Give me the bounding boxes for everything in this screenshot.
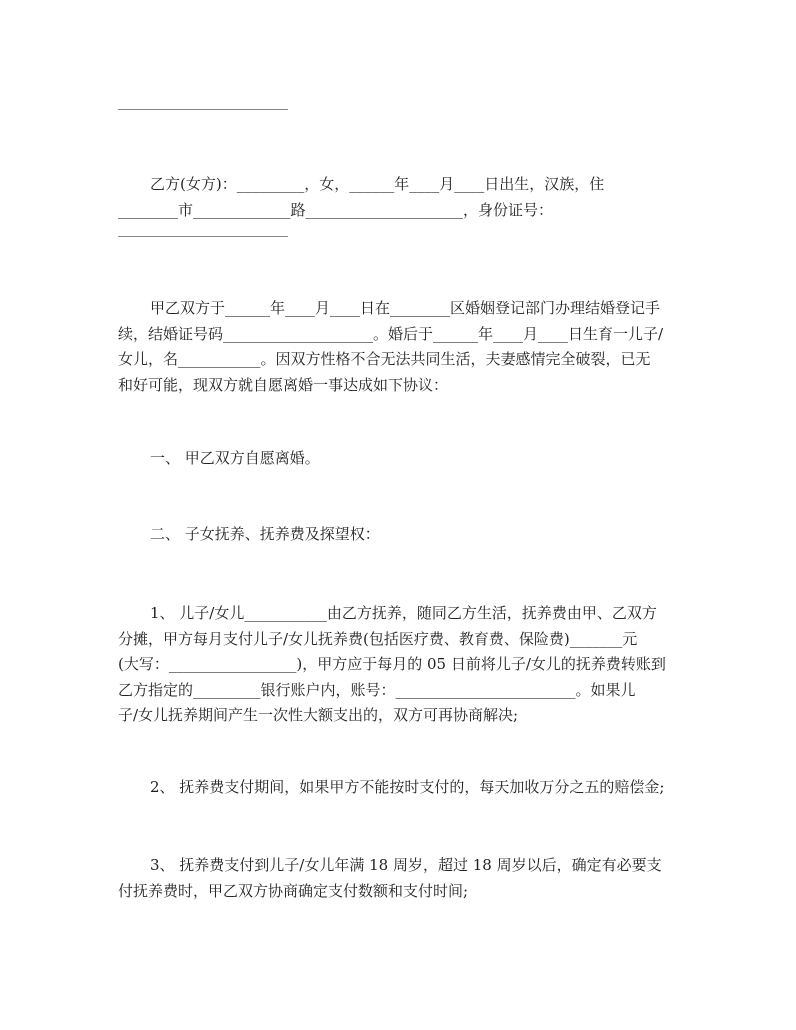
section-heading-2: 二、 子女抚养、抚养费及探望权： xyxy=(150,525,380,543)
section-heading-1: 一、 甲乙双方自愿离婚。 xyxy=(150,449,320,467)
party-b-line: 乙方(女方)：_________，女，______年____月____日出生，汉族，住 xyxy=(150,175,605,193)
paragraph-line: 和好可能，现双方就自愿离婚一事达成如下协议： xyxy=(118,375,449,394)
paragraph-line: 1、 儿子/女儿___________由乙方抚养，随同乙方生活，抚养费由甲、乙双方 xyxy=(150,604,657,622)
paragraph-line: 3、 抚养费支付到儿子/女儿年满 18 周岁，超过 18 周岁以后，确定有必要支 xyxy=(150,856,662,874)
clause-1 xyxy=(118,601,690,729)
blank-rule-id xyxy=(118,236,288,237)
paragraph-line: 女儿，名___________。因双方性格不合无法共同生活，夫妻感情完全破裂，已无 xyxy=(118,350,651,368)
paragraph-line: 甲乙双方于______年____月____日在________区婚姻登记部门办理结婚登记手 xyxy=(150,299,661,317)
paragraph-line: 分摊，甲方每月支付儿子/女儿抚养费(包括医疗费、教育费、保险费)_______元 xyxy=(118,629,638,648)
party-b-line: ________市_____________路_____________________，身份证号： xyxy=(118,200,554,219)
paragraph-line: 续，结婚证号码____________________。婚后于______年____月____日生育一儿子/ xyxy=(118,324,664,343)
marriage-paragraph xyxy=(118,296,690,398)
blank-rule-top xyxy=(118,109,288,110)
party-b-paragraph xyxy=(118,172,690,223)
clause-3 xyxy=(118,853,690,904)
paragraph-line: 乙方指定的_________银行账户内，账号：________________________。如果儿 xyxy=(118,680,636,699)
clause-2: 2、 抚养费支付期间，如果甲方不能按时支付的，每天加收万分之五的赔偿金; xyxy=(150,778,665,796)
paragraph-line: 付抚养费时，甲乙双方协商确定支付数额和支付时间; xyxy=(118,881,469,900)
paragraph-line: 子/女儿抚养期间产生一次性大额支出的，双方可再协商解决; xyxy=(118,706,519,724)
paragraph-line: (大写：_________________)，甲方应于每月的 05 日前将儿子/女儿的抚养费转账到 xyxy=(118,655,666,673)
